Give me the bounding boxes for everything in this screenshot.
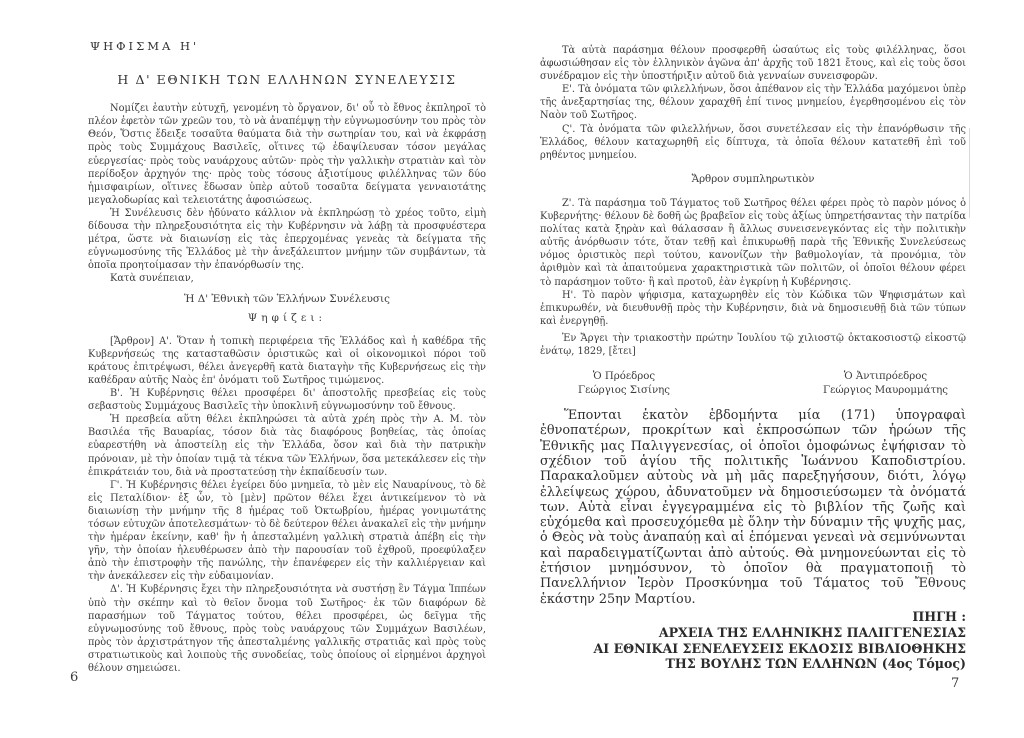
source-line-1: ΑΡΧΕΙΑ ΤΗΣ ΕΛΛΗΝΙΚΗΣ ΠΑΛΙΓΓΕΝΕΣΙΑΣ	[658, 624, 966, 640]
source-label: ΠΗΓΗ :	[912, 608, 966, 624]
source-line-2: ΑΙ ΕΘΝΙΚΑΙ ΣΕΝΕΛΕΥΣΕΙΣ ΕΚΔΟΣΙΣ ΒΙΒΛΙΟΘΗΚΗΣ	[593, 640, 966, 656]
article-b: Β'. Ἡ Κυβέρνησις θέλει προσφέρει δι' ἀποστολῆς πρεσβείας εἰς τοὺς σεβαστοὺς Συμμάχους Βασιλεῖς τὴν ὑποκλινῆ εὐγνωμοσύνην τοῦ ἔθνους.	[88, 388, 486, 413]
article-b-continued: Ἡ πρεσβεία αὕτη θέλει ἐκπληρώσει τὰ αὐτὰ χρέη πρὸς τὴν Α. Μ. τὸν Βασιλέα τῆς Βαυαρίας, τόσον διὰ τὰς διαφόρους βοηθείας, τὰς ὁποίας εὐαρεστήθη νὰ ἀποστείλῃ εἰς τὴν Ἑλλάδα, ὅσον καὶ διὰ τὴν πατρικὴν πρόνοιαν, μὲ τὴν ὁποίαν τιμᾷ τὰ τέκνα τῶν Ἑλλήνων, ὅσα μετεκάλεσεν εἰς τὴν ἐπικράτειάν του, διὰ νὰ προστατεύσῃ τὴν ἐκπαίδευσίν των.	[88, 414, 486, 478]
resolution-kicker: ΨΗΦΙΣΜΑ Η'	[90, 39, 200, 53]
page-number-right: 7	[951, 676, 960, 691]
article-d: Δ'. Ἡ Κυβέρνησις ἔχει τὴν πληρεξουσιότητα νὰ συστήσῃ ἓν Τάγμα Ἱππέων ὑπὸ τὴν σκέπην καὶ τὸ θεῖον ὄνομα τοῦ Σωτῆρος· ἐκ τῶν διαφόρων δὲ παρασήμων τοῦ Τάγματος τούτου, θέλει προσφέρει, ὡς δεῖγμα τῆς εὐγνωμοσύνης τοῦ ἔθνους, πρὸς τοὺς ναυάρχους τῶν Συμμάχων Βασιλέων, πρὸς τὸν ἀρχιστράτηγον τῆς ἀπεσταλμένης γαλλικῆς στρατιᾶς καὶ πρὸς τοὺς στρατιωτικοὺς καὶ λοιποὺς τῆς συνοδείας, τοὺς ὁποίους οἱ εἰρημένοι ἀρχηγοὶ θέλουν σημειώσει.	[88, 584, 486, 675]
article-c: Γ'. Ἡ Κυβέρνησις θέλει ἐγείρει δύο μνημεῖα, τὸ μὲν εἰς Ναυαρίνους, τὸ δὲ εἰς Πεταλίδιον· ἐξ ὧν, τὸ [μὲν] πρῶτον θέλει ἔχει ἀντικείμενον τὸ νὰ διαιωνίσῃ τὴν μνήμην τῆς 8 ἡμέρας τοῦ Ὀκτωβρίου, ἡμέρας γονιμωτάτης τόσων εὐτυχῶν ἀποτελεσμάτων· τὸ δὲ δεύτερον θέλει ἀνακαλεῖ εἰς τὴν μνήμην τὴν ἡμέραν ἐκείνην, καθ' ἣν ἡ ἀπεσταλμένη γαλλικὴ στρατιὰ ἀπέβη εἰς τὴν γῆν, τὴν ὁποίαν ἠλευθέρωσεν ἀπὸ τὴν παρουσίαν τοῦ ἐχθροῦ, προεφύλαξεν ἀπὸ τὴν ἐπιστροφὴν τῆς πανώλης, τὴν ἐπανέφερεν εἰς τὴν καλλιέργειαν καὶ τὴν ἀνεκάλεσεν εἰς τὴν εὐδαιμονίαν.	[88, 479, 486, 583]
signature-block	[578, 370, 948, 398]
assembly-name-line: Ἡ Δ' Ἐθνικὴ τῶν Ἑλλήνων Συνέλευσις	[184, 292, 390, 305]
president-name: Γεώργιος Σισίνης	[578, 385, 670, 397]
article-a: [Ἄρθρον] Α'. Ὅταν ἡ τοπικὴ περιφέρεια τῆς Ἑλλάδος καὶ ἡ καθέδρα τῆς Κυβερνήσεώς της κατασταθῶσιν ὁριστικῶς καὶ οἱ οἰκονομικοὶ πόροι τοῦ κράτους ἐπιτρέψωσι, θέλει ἀνεγερθῆ κατὰ διαταγὴν τῆς Κυβερνήσεως εἰς τὴν καθέδραν αὐτῆς Ναὸς ἐπ' ὀνόματι τοῦ Σωτῆρος τιμώμενος.	[88, 335, 486, 386]
article-z: Ζ'. Τὰ παράσημα τοῦ Τάγματος τοῦ Σωτῆρος θέλει φέρει πρὸς τὸ παρὸν μόνος ὁ Κυβερνήτης· θέλουν δὲ δοθῆ ὡς βραβεῖον εἰς τοὺς ἀξίως ὑπηρετήσαντας τὴν πατρίδα πολίτας κατὰ ξηρὰν καὶ θάλασσαν ἢ ἄλλως συνεισενεγκόντας εἰς τὴν πολιτικὴν αὐτῆς ἀνόρθωσιν τότε, ὅταν τεθῇ καὶ ἐπικυρωθῇ παρὰ τῆς Ἐθνικῆς Συνελεύσεως νόμος ὁριστικὸς περὶ τούτου, κανονίζων τὴν βαθμολογίαν, τὰ προνόμια, τὸν ἀριθμὸν καὶ τὰ ἀπαιτούμενα χαρακτηριστικὰ τῶν πολιτῶν, οἱ ὁποῖοι θέλουν φέρει τὸ παράσημον τοῦτο· ἢ καὶ προτοῦ, ἐὰν ἐγκρίνῃ ἡ Κυβέρνησις.	[540, 197, 966, 288]
date-place-line: Ἐν Ἄργει τὴν τριακοστὴν πρώτην Ἰουλίου τῷ χιλιοστῷ ὀκτακοσιοστῷ εἰκοστῷ ἐνάτῳ, 1829, [ἔτει]	[540, 332, 966, 357]
vice-president-signature	[823, 370, 948, 398]
document-title: Η Δ' ΕΘΝΙΚΗ ΤΩΝ ΕΛΛΗΝΩΝ ΣΥΝΕΛΕΥΣΙΣ	[117, 72, 457, 88]
page-number-left: 6	[70, 670, 79, 685]
left-page	[88, 40, 486, 675]
vice-president-title: Ὁ Ἀντιπρόεδρος	[843, 371, 928, 383]
supplementary-article-heading: Ἄρθρον συμπληρωτικὸν	[691, 173, 815, 185]
source-line-3: ΤΗΣ ΒΟΥΛΗΣ ΤΩΝ ΕΛΛΗΝΩΝ (4ος Τόμος)	[665, 656, 966, 672]
article-d-continued: Τὰ αὐτὰ παράσημα θέλουν προσφερθῆ ὡσαύτως εἰς τοὺς φιλέλληνας, ὅσοι ἀφωσιώθησαν εἰς τὸν ἑλληνικὸν ἀγῶνα ἀπ' ἀρχῆς τοῦ 1821 ἔτους, καὶ εἰς τοὺς ὅσοι συνέδραμον εἰς τὴν ὑποστήριξιν αὐτοῦ διὰ γενναίων συνεισφορῶν.	[540, 45, 966, 83]
votes-heading: Ψηφίζει:	[247, 311, 327, 324]
right-page	[540, 44, 966, 672]
article-stigma: Ϛ'. Τὰ ὀνόματα τῶν φιλελλήνων, ὅσοι συνετέλεσαν εἰς τὴν ἐπανόρθωσιν τῆς Ἑλλάδος, θέλουν καταχωρηθῆ εἰς δίπτυχα, τὰ ὁποῖα θέλουν κατατεθῆ ἐπὶ τοῦ ρηθέντος μνημείου.	[540, 123, 966, 161]
intro-paragraph-2: Ἡ Συνέλευσις δὲν ἠδύνατο κάλλιον νὰ ἐκπληρώσῃ τὸ χρέος τοῦτο, εἰμὴ δίδουσα τὴν πληρεξουσιότητα εἰς τὴν Κυβέρνησιν νὰ λάβῃ τὰ προσφυέστερα μέτρα, ὥστε νὰ διαιωνίσῃ εἰς τὰς ἐπερχομένας γενεὰς τὰ δείγματα τῆς εὐγνωμοσύνης τῆς Ἑλλάδος μὲ τὴν ἀνεξάλειπτον μνήμην τῶν συμβάντων, τὰ ὁποῖα προητοίμασαν τὴν ἐπανόρθωσίν της.	[88, 207, 486, 272]
source-block	[540, 609, 966, 672]
president-signature	[578, 370, 670, 398]
vice-president-name: Γεώργιος Μαυρομμάτης	[823, 385, 948, 397]
editor-note: Ἕπονται ἑκατὸν ἑβδομήντα μία (171) ὑπογραφαὶ ἐθνοπατέρων, προκρίτων καὶ ἐκπροσώπων τῶν ἡρώων τῆς Ἐθνικῆς μας Παλιγγενεσίας, οἱ ὁποῖοι ὁμοφώνως ἐψήφισαν τὸ σχέδιον τοῦ ἁγίου τῆς πολιτικῆς Ἰωάννου Καποδιστρίου. Παρακαλοῦμεν αὐτοὺς νὰ μὴ μᾶς παρεξηγήσουν, διότι, λόγῳ ἐλλείψεως χώρου, ἀδυνατοῦμεν νὰ δημοσιεύσωμεν τὰ ὀνόματά των. Αὐτὰ εἶναι ἐγγεγραμμένα εἰς τὸ βιβλίον τῆς ζωῆς καὶ εὐχόμεθα καὶ προσευχόμεθα μὲ ὅλην τὴν δύναμιν τῆς ψυχῆς μας, ὁ Θεὸς νὰ τοὺς ἀναπαύῃ καὶ αἱ ἑπόμεναι γενεαὶ νὰ σεμνύνωνται καὶ παραδειγματίζωνται ἀπὸ αὐτούς. Θὰ μνημονεύωνται εἰς τὸ ἐτήσιον μνημόσυνον, τὸ ὁποῖον θὰ πραγματοποιῇ τὸ Πανελλήνιον Ἱερὸν Προσκύνημα τοῦ Τάματος τοῦ Ἔθνους ἑκάστην 25ην Μαρτίου.	[540, 408, 966, 607]
kata-synepeian-line: Κατὰ συνέπειαν,	[110, 273, 194, 285]
scan-artifact-line	[969, 128, 970, 218]
article-h: Η'. Τὸ παρὸν ψήφισμα, καταχωρηθὲν εἰς τὸν Κώδικα τῶν Ψηφισμάτων καὶ ἐπικυρωθέν, νὰ διευθυνθῇ πρὸς τὴν Κυβέρνησιν, διὰ νὰ δημοσιευθῇ διὰ τῶν τύπων καὶ ἐνεργηθῇ.	[540, 289, 966, 327]
article-e: Ε'. Τὰ ὀνόματα τῶν φιλελλήνων, ὅσοι ἀπέθανον εἰς τὴν Ἑλλάδα μαχόμενοι ὑπὲρ τῆς ἀνεξαρτησίας της, θέλουν χαραχθῆ ἐπί τινος μνημείου, ἐγερθησομένου εἰς τὸν Ναὸν τοῦ Σωτῆρος.	[540, 84, 966, 122]
president-title: Ὁ Πρόεδρος	[592, 371, 656, 383]
intro-paragraph-1: Νομίζει ἑαυτὴν εὐτυχῆ, γενομένη τὸ ὄργανον, δι' οὗ τὸ ἔθνος ἐκπληροῖ τὸ πλέον ἐφετὸν τῶν χρεῶν του, τὸ νὰ ἀναπέμψῃ τὴν εὐγνωμοσύνην του πρὸς τὸν Θεόν, Ὅστις ἔδειξε τοσαῦτα θαύματα διὰ τὴν σωτηρίαν του, καὶ νὰ ἐκφράσῃ πρὸς τοὺς Συμμάχους Βασιλεῖς, οἵτινες τῷ ἐδαψίλευσαν τόσον μεγάλας εὐεργεσίας· πρὸς τοὺς ναυάρχους αὐτῶν· πρὸς τὴν γαλλικὴν στρατιὰν καὶ τὸν περίδοξον ἀρχηγόν της· πρὸς τοὺς τόσους ἀξιοτίμους φιλέλληνας τῶν δύο ἡμισφαιρίων, οἵτινες ἔδωσαν ὑπὲρ αὐτοῦ τοσαῦτα δείγματα γενναιοτάτης μεγαλοδωρίας καὶ τελειοτάτης ἀφοσιώσεως.	[88, 103, 486, 206]
